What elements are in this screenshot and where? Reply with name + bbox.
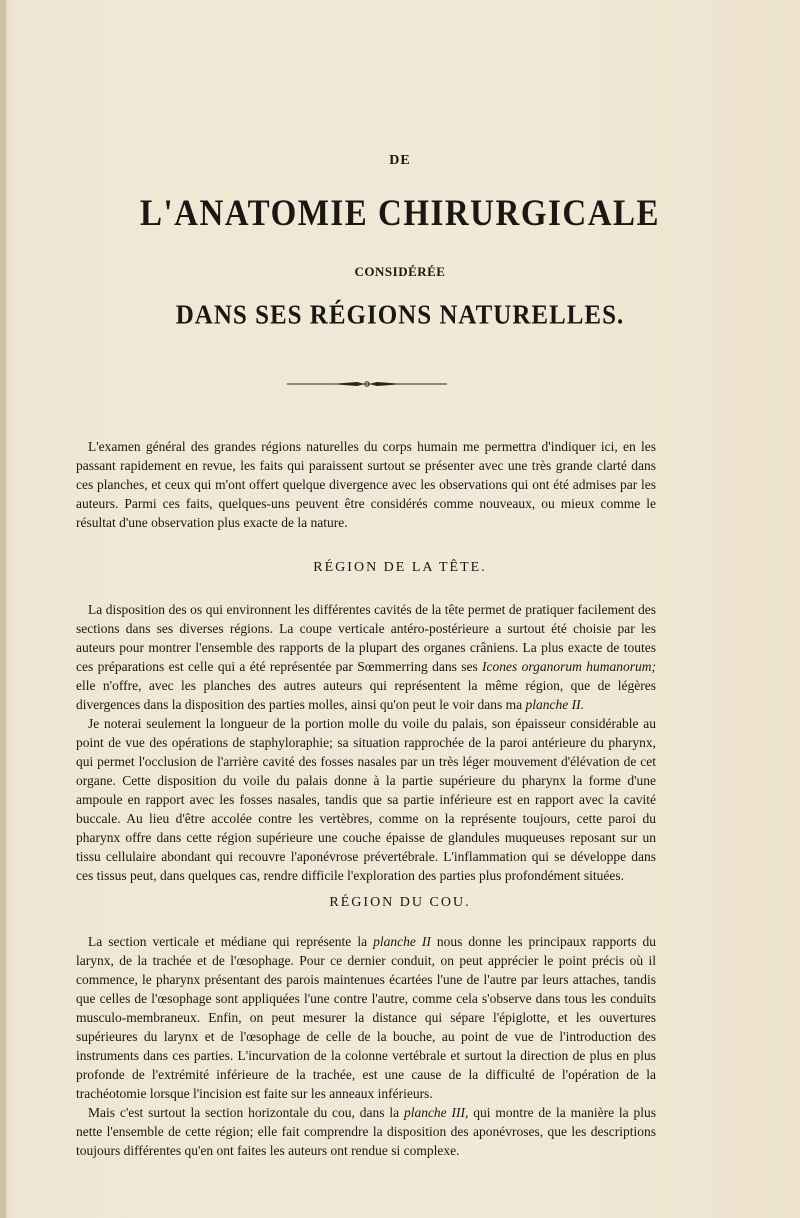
intro-text: L'examen général des grandes régions naturelles du corps humain me permettra d'indiquer ici, en les passant rapidement en revue, les faits qui paraissent surtout se présenter avec une très grande clarté dans ces planches, et ceux qui m'ont offert quelque divergence avec les observations qui ont été admises par les auteurs. Parmi ces faits, quelques-uns peuvent être considérés comme nouveaux, ou mieux comme le résultat d'une observation plus exacte de la nature. (76, 439, 656, 530)
tete-p1-emphasis-planche: planche II. (525, 697, 584, 712)
cou-paragraph-1 (76, 932, 656, 1103)
cou-p1-text-b: nous donne les principaux rapports du larynx, de la trachée et de l'œsophage. Pour ce dernier conduit, on peut apprécier le point précis où il commence, le pharynx présentant des parois maintenues écartées l'une de l'autre par leurs attaches, tandis que celles de l'œsophage sont appliquées l'une contre l'autre, comme cela s'observe dans tous les conduits musculo-membraneux. Enfin, on peut mesurer la distance qui sépare l'épiglotte, et les ouvertures supérieures du larynx et de l'œsophage de celle de la bouche, au point de vue de l'introduction des instruments dans ces parties. L'incurvation de la colonne vertébrale et surtout la direction de plus en plus profonde de l'extrémité inférieure de la trachée, est une cause de la difficulté de l'opération de la trachéotomie lorsque l'incision est faite sur les anneaux inférieurs. (76, 934, 657, 1101)
page-gutter (0, 0, 6, 1218)
pre-title: DE (389, 153, 411, 168)
tete-p1-text-b: elle n'offre, avec les planches des autres auteurs qui représentent la même région, que de légères divergences dans la disposition des parties molles, ainsi qu'on peut le voir dans ma (76, 678, 656, 712)
cou-paragraph-2 (76, 1103, 656, 1160)
main-title: L'ANATOMIE CHIRURGICALE (139, 193, 661, 235)
title-consideree: CONSIDÉRÉE (354, 264, 446, 279)
ornamental-rule-icon (287, 378, 447, 390)
intro-paragraph (76, 437, 656, 532)
cou-p1-emphasis-planche: planche II (373, 934, 431, 949)
section-tete-body (76, 600, 656, 885)
tete-paragraph-1 (76, 600, 656, 714)
cou-p2-emphasis-planche: planche III, (403, 1105, 469, 1120)
tete-p1-text-a: La disposition des os qui environnent les différentes cavités de la tête permet de pratiquer facilement des sections dans ses diverses régions. La coupe verticale antéro-postérieure a surtout été choisie par les auteurs pour montrer l'ensemble des rapports de la plupart des organes crâniens. La plus exacte de toutes ces préparations est celle qui a été représentée par Sœmmerring dans ses (76, 602, 656, 674)
tete-p1-emphasis-icones: Icones organorum humanorum; (482, 659, 656, 674)
cou-p1-text-a: La section verticale et médiane qui représente la (88, 934, 374, 949)
heading-region-cou: RÉGION DU COU. (329, 895, 471, 910)
section-cou-body (76, 932, 656, 1160)
cou-p2-text-b: qui montre de la manière la plus nette l'ensemble de cette région; elle fait comprendre la disposition des aponévroses, que les descriptions toujours différentes qu'en ont faites les auteurs ont rendue si complexe. (76, 1105, 656, 1158)
heading-region-tete: RÉGION DE LA TÊTE. (313, 560, 487, 575)
tete-paragraph-2: Je noterai seulement la longueur de la portion molle du voile du palais, son épaisseur considérable au point de vue des opérations de staphyloraphie; sa situation rapprochée de la paroi antérieure du pharynx, qui permet l'occlusion de l'arrière cavité des fosses nasales par un très léger mouvement d'élévation de cet organe. Cette disposition du voile du palais donne à la partie supérieure du pharynx la forme d'une ampoule en rapport avec les fosses nasales, tandis que sa partie inférieure est en rapport avec la cavité buccale. Au lieu d'être accolée contre les vertèbres, comme on la représente toujours, cette paroi du pharynx offre dans cette région supérieure une couche épaisse de glandules muqueuses reposant sur un tissu cellulaire abondant qui recouvre l'aponévrose prévertébrale. L'inflammation qui se développe dans ces tissus peut, dans quelques cas, rendre difficile l'exploration des parties plus profondément situées. (76, 716, 656, 883)
subtitle: DANS SES RÉGIONS NATURELLES. (175, 300, 625, 331)
cou-p2-text-a: Mais c'est surtout la section horizontale du cou, dans la (88, 1105, 404, 1120)
